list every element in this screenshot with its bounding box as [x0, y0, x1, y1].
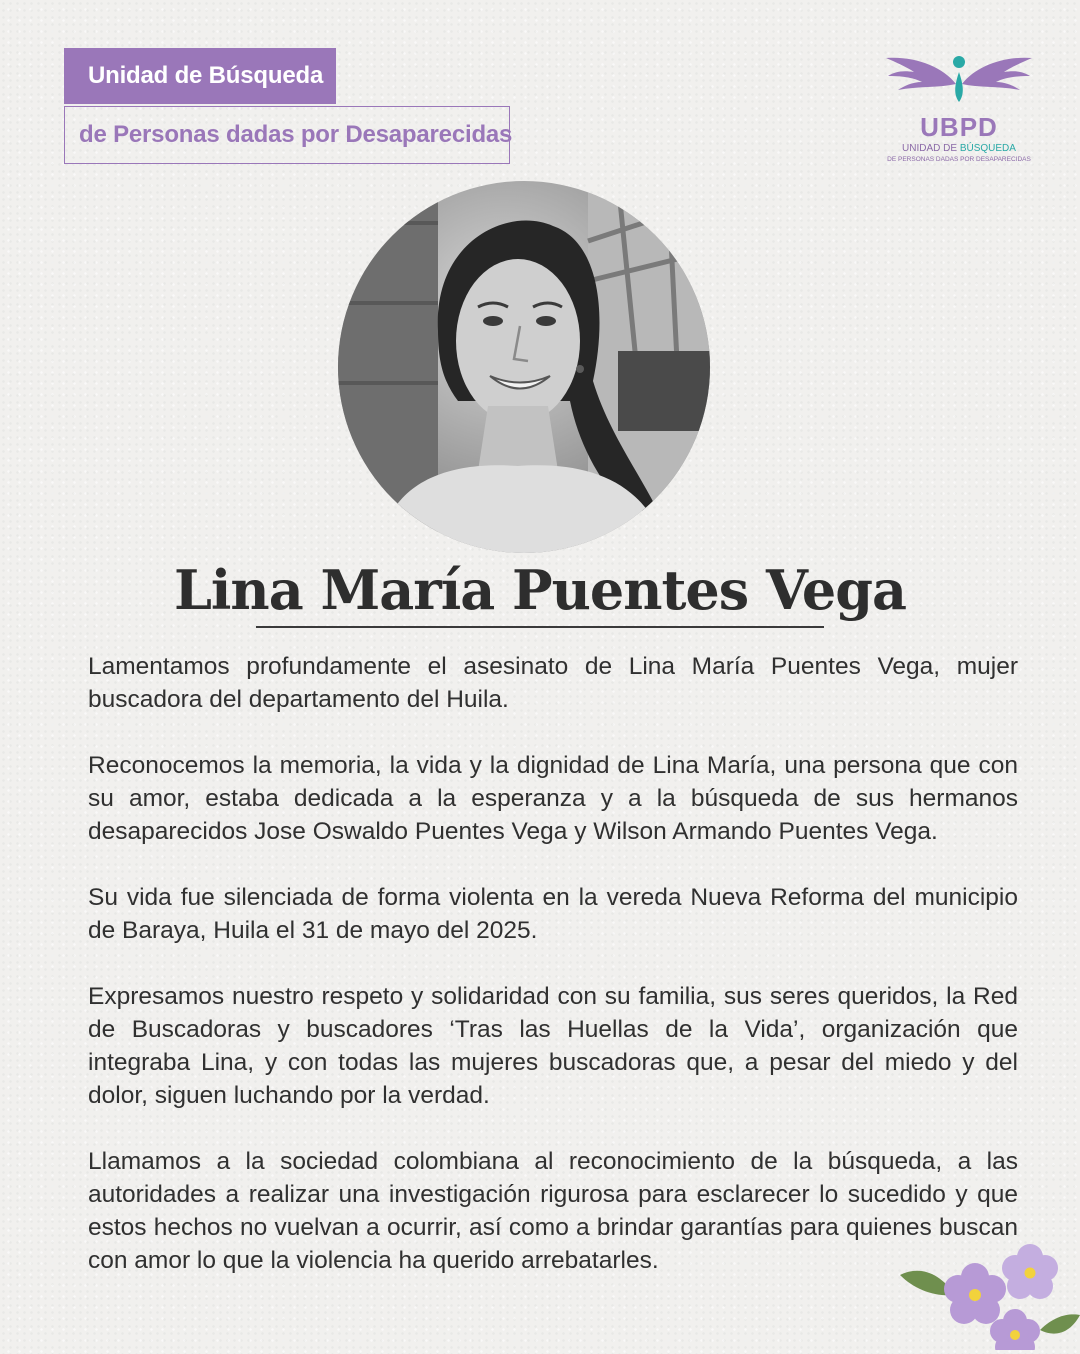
- org-badge-line1: Unidad de Búsqueda: [64, 48, 336, 104]
- paragraph: Reconocemos la memoria, la vida y la dignidad de Lina María, una persona que con su amor, estaba dedicada a la esperanza y a la búsqueda de sus hermanos desaparecidos Jose Oswaldo Puentes Vega y Wilson Armando Puentes Vega.: [88, 752, 1018, 845]
- paragraph: Su vida fue silenciada de forma violenta en la vereda Nueva Reforma del municipio de Baraya, Huila el 31 de mayo del 2025.: [88, 884, 1018, 944]
- page-title: Lina María Puentes Vega: [173, 558, 907, 622]
- winged-person-icon: [884, 44, 1034, 110]
- statement-body: [88, 650, 1018, 1310]
- title-underline: [256, 626, 824, 628]
- logo-subtitle-2: DE PERSONAS DADAS POR DESAPARECIDAS: [887, 156, 1031, 163]
- paragraph: Llamamos a la sociedad colombiana al reconocimiento de la búsqueda, a las autoridades a realizar una investigación rigurosa para esclarecer lo sucedido y que estos hechos no vuelvan a ocurrir, así como a brindar garantías para quienes buscan con amor lo que la violencia ha querido arrebatarles.: [88, 1148, 1018, 1274]
- logo-acronym: UBPD: [920, 112, 998, 142]
- logo-subtitle-1: UNIDAD DE BÚSQUEDA: [902, 143, 1016, 154]
- forget-me-not-flowers-icon: [900, 1235, 1080, 1350]
- ubpd-logo: [884, 44, 1034, 174]
- paragraph: Expresamos nuestro respeto y solidaridad con su familia, sus seres queridos, la Red de Buscadoras y buscadores ‘Tras las Huellas de la Vida’, organización que integraba Lina, y con todas las mujeres buscadoras que, a pesar del miedo y del dolor, siguen luchando por la verdad.: [88, 983, 1018, 1109]
- portrait-illustration: [338, 181, 710, 553]
- org-badge-line2: de Personas dadas por Desaparecidas: [64, 106, 510, 164]
- portrait-photo: [338, 181, 710, 553]
- paragraph: Lamentamos profundamente el asesinato de Lina María Puentes Vega, mujer buscadora del departamento del Huila.: [88, 653, 1018, 713]
